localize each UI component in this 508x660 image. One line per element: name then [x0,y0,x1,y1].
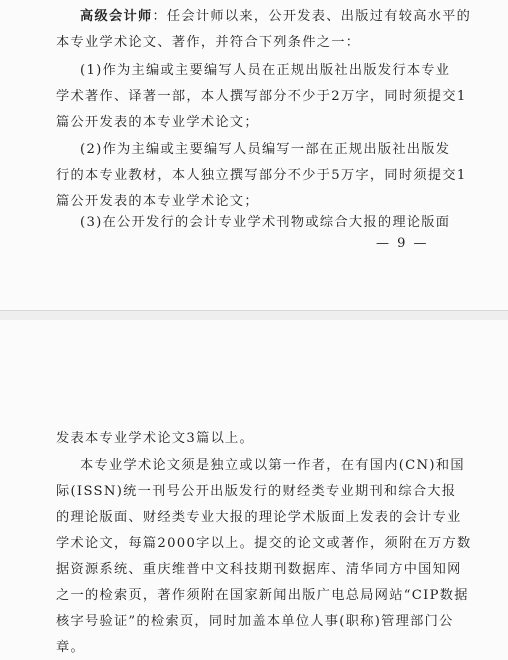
document-page-top [0,0,508,311]
section-heading: 高级会计师 [80,9,153,24]
paragraph-line-3: (1)作为主编或主要编写人员在正规出版社出版发行本专业 [80,63,451,78]
heading-continuation: ：任会计师以来，公开发表、出版过有较高水平的 [152,9,472,24]
paragraph-line-16: 之一的检索页，著作须附在国家新闻出版广电总局网站“CIP数据 [56,588,469,603]
paragraph-line-7: 行的本专业教材，本人独立撰写部分不少于5万字，同时须提交1 [56,168,467,183]
page-number: — 9 — [376,236,429,251]
paragraph-line-4: 学术著作、译著一部，本人撰写部分不少于2万字，同时须提交1 [56,89,467,104]
paragraph-line-1 [80,8,471,26]
paragraph-line-14: 学术论文，每篇2000字以上。提交的论文或著作，须附在万方数 [56,536,472,551]
paragraph-line-15: 据资源系统、重庆维普中文科技期刊数据库、清华同方中国知网 [56,562,462,577]
paragraph-line-5: 篇公开发表的本专业学术论文； [56,115,259,130]
paragraph-line-9: (3)在公开发行的会计专业学术刊物或综合大报的理论版面 [80,215,451,230]
paragraph-line-12: 际(ISSN)统一刊号公开出版发行的财经类专业期刊和综合大报 [56,484,457,499]
paragraph-line-6: (2)作为主编或主要编写人员编写一部在正规出版社出版发 [80,142,451,157]
paragraph-line-2: 本专业学术论文、著作，并符合下列条件之一： [56,35,361,50]
paragraph-line-11: 本专业学术论文须是独立或以第一作者，在有国内(CN)和国 [80,458,465,473]
paragraph-line-13: 的理论版面、财经类专业大报的理论学术版面上发表的会计专业 [56,510,462,525]
paragraph-line-18: 章。 [56,640,85,655]
paragraph-line-10: 发表本专业学术论文3篇以上。 [56,431,255,446]
document-page-bottom [0,320,508,660]
paragraph-line-17: 核字号验证”的检索页，同时加盖本单位人事(职称)管理部门公 [56,614,454,629]
paragraph-line-8: 篇公开发表的本专业学术论文； [56,194,259,209]
